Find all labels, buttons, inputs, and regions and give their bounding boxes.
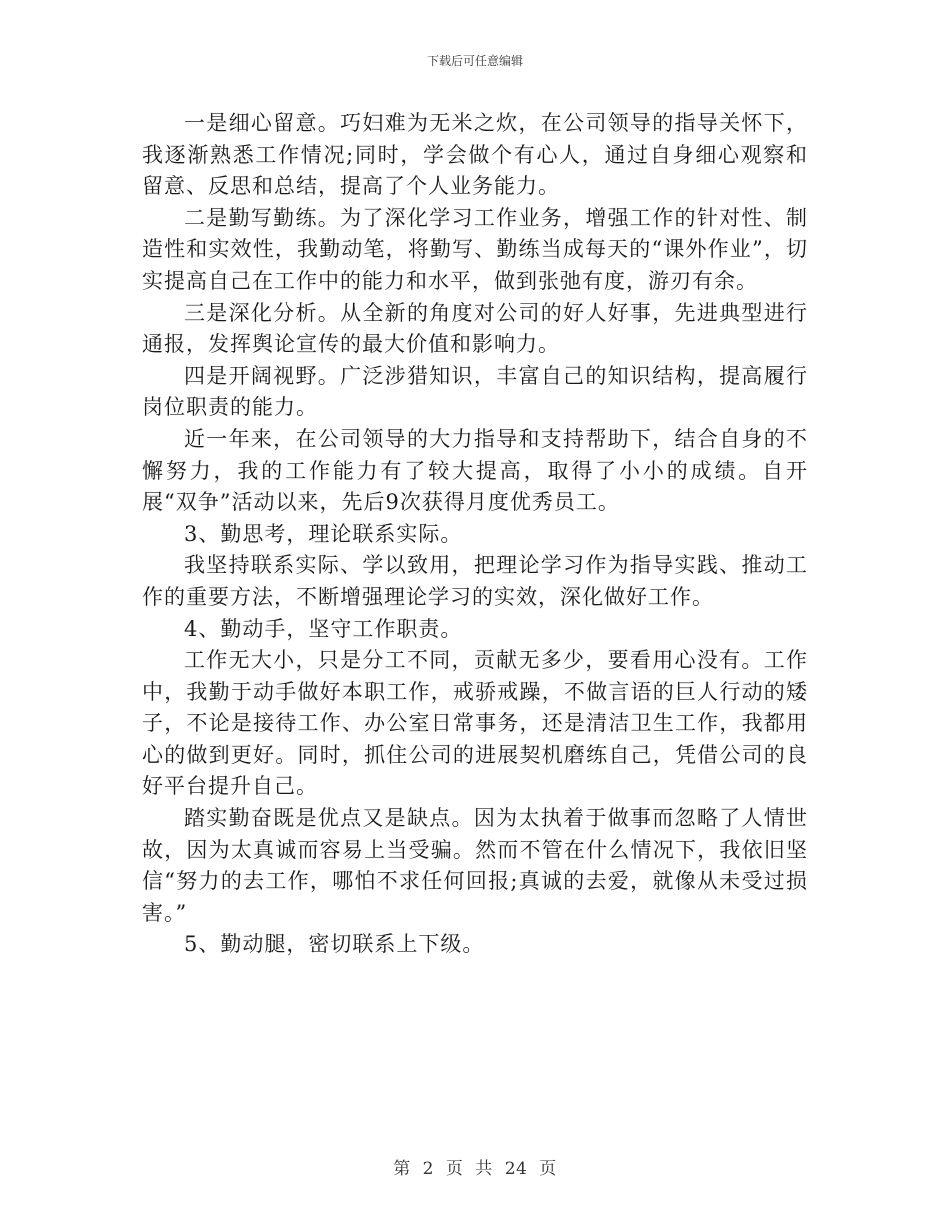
page-footer bbox=[0, 1154, 950, 1179]
page-number: 2 bbox=[422, 1159, 434, 1179]
section-heading: 4、勤动手，坚守工作职责。 bbox=[184, 616, 463, 641]
paragraph: 我坚持联系实际、学以致用，把理论学习作为指导实践、推动工作的重要方法，不断增强理论学习的实效，深化做好工作。 bbox=[142, 553, 808, 609]
total-pages: 24 bbox=[504, 1159, 528, 1179]
section-heading: 3、勤思考，理论联系实际。 bbox=[184, 521, 463, 546]
paragraph: 一是细心留意。巧妇难为无米之炊，在公司领导的指导关怀下，我逐渐熟悉工作情况;同时，学会做个有心人，通过自身细心观察和留意、反思和总结，提高了个人业务能力。 bbox=[142, 111, 808, 199]
footer-suffix: 页 bbox=[539, 1159, 557, 1179]
section-heading: 5、勤动腿，密切联系上下级。 bbox=[184, 932, 485, 957]
paragraph: 近一年来，在公司领导的大力指导和支持帮助下，结合自身的不懈努力，我的工作能力有了较大提高，取得了小小的成绩。自开展“双争”活动以来，先后9次获得月度优秀员工。 bbox=[142, 426, 808, 515]
footer-prefix: 第 bbox=[393, 1159, 411, 1179]
paragraph: 四是开阔视野。广泛涉猎知识，丰富自己的知识结构，提高履行岗位职责的能力。 bbox=[142, 363, 808, 420]
footer-total-label: 共 bbox=[475, 1159, 493, 1179]
page-header: 下载后可任意编辑 bbox=[426, 54, 523, 68]
footer-page-label: 页 bbox=[445, 1159, 464, 1179]
paragraph: 三是深化分析。从全新的角度对公司的好人好事，先进典型进行通报，发挥舆论宣传的最大价值和影响力。 bbox=[142, 300, 808, 357]
paragraph: 踏实勤奋既是优点又是缺点。因为太执着于做事而忽略了人情世故，因为太真诚而容易上当受骗。然而不管在什么情况下，我依旧坚信“努力的去工作，哪怕不求任何回报;真诚的去爱，就像从未受过损害。” bbox=[142, 806, 808, 925]
document-body bbox=[142, 108, 808, 961]
paragraph: 二是勤写勤练。为了深化学习工作业务，增强工作的针对性、制造性和实效性，我勤动笔，将勤写、勤练当成每天的“课外作业”，切实提高自己在工作中的能力和水平，做到张弛有度，游刃有余。 bbox=[142, 205, 808, 293]
paragraph: 工作无大小，只是分工不同，贡献无多少，要看用心没有。工作中，我勤于动手做好本职工作，戒骄戒躁，不做言语的巨人行动的矮子，不论是接待工作、办公室日常事务，还是清洁卫生工作，我都用心的做到更好。同时，抓住公司的进展契机磨练自己，凭借公司的良好平台提升自己。 bbox=[142, 648, 808, 799]
